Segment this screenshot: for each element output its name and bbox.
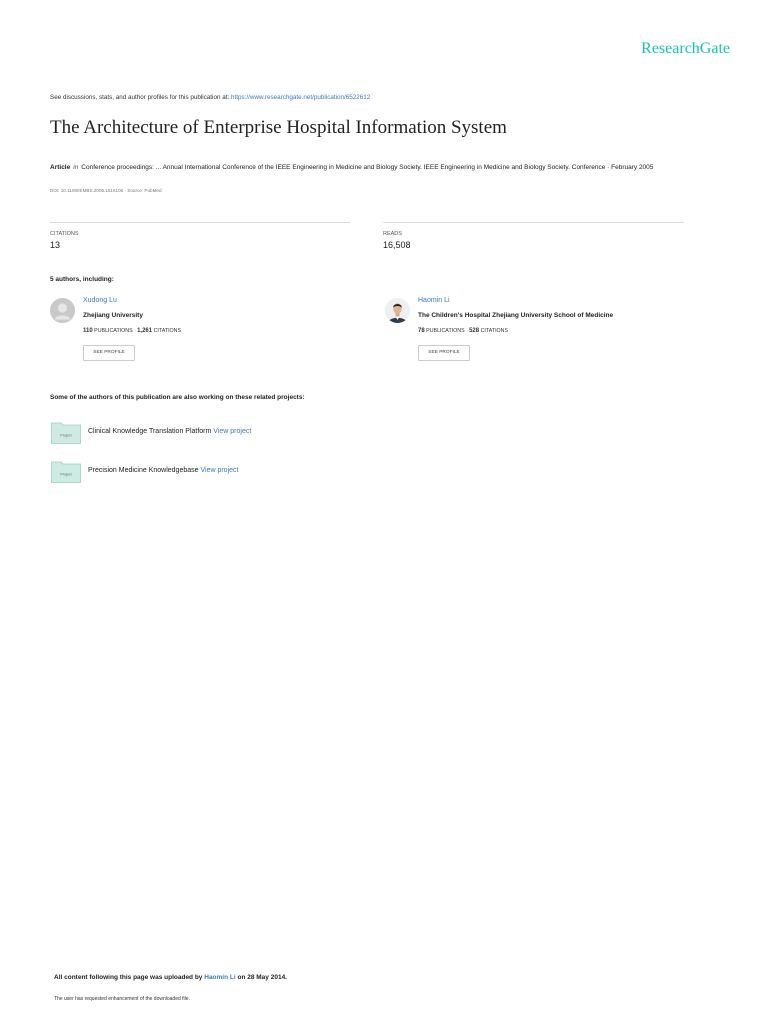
publication-type: Article	[50, 164, 71, 171]
reads-divider	[383, 222, 684, 223]
upload-info	[54, 974, 287, 981]
discussion-line	[50, 94, 370, 101]
avatar-placeholder-icon[interactable]	[50, 298, 75, 323]
project-folder-icon	[51, 460, 81, 483]
upload-prefix: All content following this page was uploaded by	[54, 974, 203, 981]
publications-count: 110	[83, 328, 93, 334]
view-project-link[interactable]: View project	[213, 428, 252, 435]
project-name: Clinical Knowledge Translation Platform	[88, 428, 212, 435]
citations-label: CITATIONS	[153, 328, 182, 334]
see-profile-button[interactable]: SEE PROFILE	[83, 345, 135, 361]
publication-venue: Conference proceedings: ... Annual International Conference of the IEEE Engineering in Medicine and Biology Society. IEEE Engineering in Medicine and Biology Society. Conference · February 2005	[81, 164, 654, 171]
folder-label: Project	[60, 433, 72, 438]
projects-heading: Some of the authors of this publication are also working on these related projects:	[50, 394, 305, 401]
citations-label: CITATIONS	[480, 328, 509, 334]
in-word: in	[73, 164, 79, 171]
authors-heading: 5 authors, including:	[50, 276, 114, 283]
publication-meta	[50, 164, 714, 173]
folder-label: Project	[60, 472, 72, 477]
citations-label: CITATIONS	[50, 231, 79, 237]
author-institution: Zhejiang University	[83, 312, 143, 319]
author-photo-icon[interactable]	[385, 298, 410, 323]
publications-label: PUBLICATIONS	[94, 328, 133, 334]
citations-count: 1,261	[137, 328, 153, 334]
reads-label: READS	[383, 231, 402, 237]
author-institution: The Children's Hospital Zhejiang University School of Medicine	[418, 312, 614, 319]
researchgate-logo[interactable]: ResearchGate	[641, 40, 730, 57]
citations-count: 528	[469, 328, 480, 334]
project-item	[88, 428, 251, 435]
upload-suffix: on 28 May 2014.	[237, 974, 287, 981]
uploader-link[interactable]: Haomin Li	[204, 974, 236, 981]
discussion-text: See discussions, stats, and author profiles for this publication at:	[50, 94, 230, 101]
author-stats	[83, 328, 181, 334]
author-stats	[418, 328, 508, 334]
citations-divider	[50, 222, 350, 223]
citations-value: 13	[50, 240, 61, 250]
reads-value: 16,508	[383, 240, 411, 250]
see-profile-button[interactable]: SEE PROFILE	[418, 345, 470, 361]
project-name: Precision Medicine Knowledgebase	[88, 467, 199, 474]
enhancement-note: The user has requested enhancement of the downloaded file.	[54, 996, 190, 1002]
project-folder-icon	[51, 421, 81, 444]
publication-link[interactable]: https://www.researchgate.net/publication/6522612	[230, 94, 371, 101]
view-project-link[interactable]: View project	[200, 467, 239, 474]
author-name[interactable]: Haomin Li	[418, 297, 450, 304]
project-item	[88, 467, 238, 474]
publication-title: The Architecture of Enterprise Hospital Information System	[50, 117, 507, 138]
author-name[interactable]: Xudong Lu	[83, 297, 117, 304]
publications-label: PUBLICATIONS	[426, 328, 465, 334]
doi-line: DOI: 10.1109/IEMBS.2005.1616106 · Source: PubMed	[50, 188, 162, 193]
publications-count: 78	[418, 328, 425, 334]
